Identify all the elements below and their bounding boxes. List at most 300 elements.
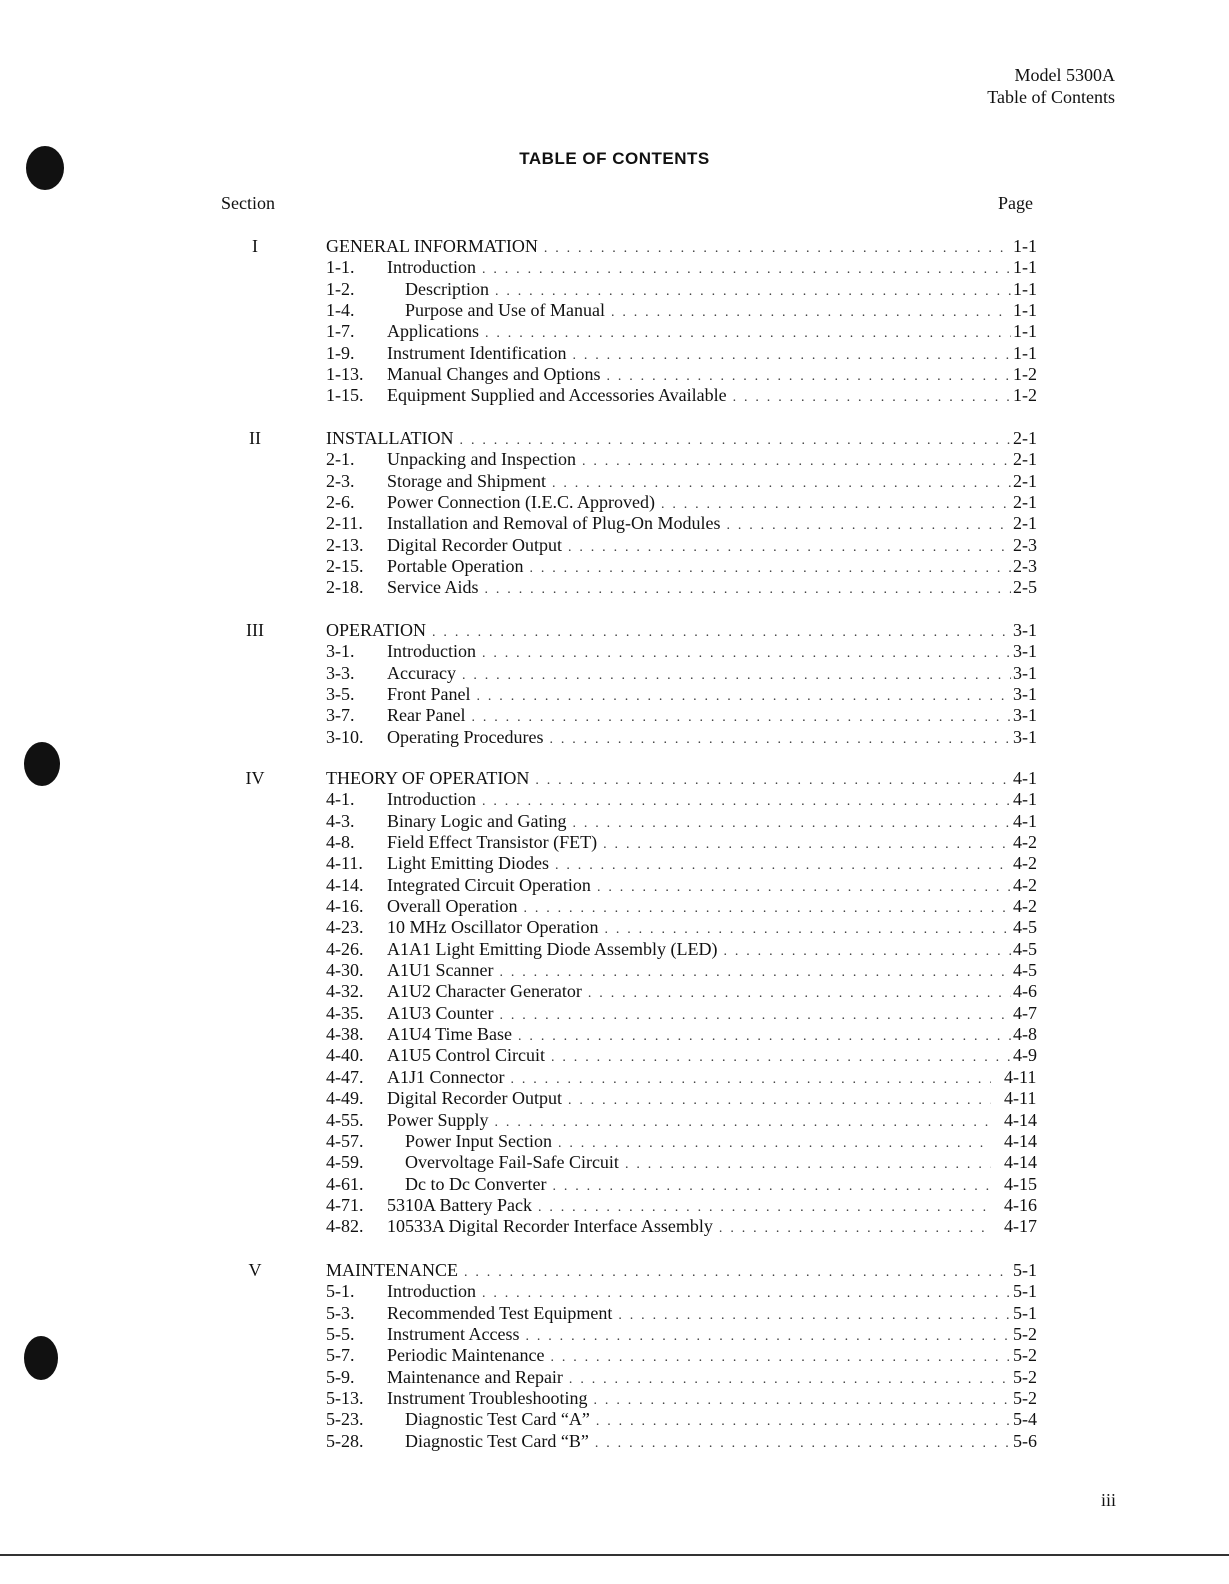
entry-page: 4-8: [1013, 1024, 1037, 1045]
entry-page: 5-6: [1013, 1430, 1037, 1451]
entry-page: 4-2: [1013, 874, 1037, 895]
entry-title-line: [405, 300, 1011, 323]
entry-page: 1-1: [1013, 321, 1037, 342]
dot-leader: [538, 1197, 991, 1218]
entry-number: 5-28.: [326, 1430, 364, 1451]
entry-title-line: [387, 875, 1011, 898]
entry-number: 4-1.: [326, 789, 355, 810]
toc-entry: [0, 492, 1229, 513]
entry-title: Digital Recorder Output: [387, 1088, 562, 1109]
entry-title-line: [387, 663, 1011, 686]
entry-number: 4-16.: [326, 896, 364, 917]
toc-entry: [0, 535, 1229, 556]
entry-title-line: [387, 789, 1011, 812]
entry-number: 2-15.: [326, 556, 364, 577]
toc-entry: [0, 789, 1229, 810]
dot-leader: [500, 1005, 1012, 1026]
entry-title-line: [387, 1367, 1011, 1390]
section-title: GENERAL INFORMATION: [326, 236, 538, 256]
dot-leader: [523, 898, 1011, 919]
toc-entry: [0, 385, 1229, 406]
entry-page: 5-4: [1013, 1409, 1037, 1430]
section-column-label: Section: [221, 193, 275, 213]
entry-title: Rear Panel: [387, 705, 466, 726]
entry-number: 5-1.: [326, 1281, 355, 1302]
dot-leader: [551, 1047, 1011, 1068]
entry-title: Introduction: [387, 1281, 476, 1302]
dot-leader: [661, 494, 1011, 515]
entry-page: 3-1: [1013, 662, 1037, 683]
toc-section-heading: [0, 236, 1229, 257]
toc-entry: [0, 471, 1229, 492]
entry-title: A1U2 Character Generator: [387, 981, 582, 1002]
entry-page: 2-3: [1013, 534, 1037, 555]
section-title-line: [326, 1260, 1011, 1283]
toc-entry: [0, 939, 1229, 960]
section-title-line: [326, 768, 1011, 791]
toc-entry: [0, 279, 1229, 300]
entry-page: 3-1: [1013, 705, 1037, 726]
entry-title-line: [387, 364, 1011, 387]
entry-title-line: [387, 385, 1011, 408]
entry-title-line: [387, 1324, 1011, 1347]
entry-title: A1U3 Counter: [387, 1002, 494, 1023]
entry-page: 3-1: [1013, 726, 1037, 747]
entry-page: 1-2: [1013, 364, 1037, 385]
entry-title: Maintenance and Repair: [387, 1366, 563, 1387]
entry-number: 2-18.: [326, 577, 364, 598]
toc-entry: [0, 1003, 1229, 1024]
entry-title: Instrument Identification: [387, 342, 567, 363]
entry-title: Equipment Supplied and Accessories Available: [387, 385, 727, 406]
toc-entry: [0, 1409, 1229, 1430]
entry-page: 1-1: [1013, 300, 1037, 321]
entry-title-line: [405, 279, 1011, 302]
entry-title: 10 MHz Oscillator Operation: [387, 917, 599, 938]
dot-leader: [495, 281, 1011, 302]
entry-page: 4-6: [1013, 981, 1037, 1002]
entry-number: 4-11.: [326, 853, 363, 874]
entry-page: 2-1: [1013, 513, 1037, 534]
entry-number: 4-32.: [326, 981, 364, 1002]
entry-title-line: [387, 257, 1011, 280]
entry-number: 4-30.: [326, 960, 364, 981]
entry-number: 5-7.: [326, 1345, 355, 1366]
entry-page: 4-11: [1004, 1066, 1037, 1087]
entry-page: 5-2: [1013, 1345, 1037, 1366]
entry-title: A1U1 Scanner: [387, 960, 494, 981]
entry-page: 4-14: [1004, 1152, 1037, 1173]
entry-page: 2-1: [1013, 449, 1037, 470]
entry-title: Introduction: [387, 789, 476, 810]
entry-number: 5-3.: [326, 1302, 355, 1323]
entry-page: 4-14: [1004, 1130, 1037, 1151]
entry-page: 4-1: [1013, 789, 1037, 810]
dot-leader: [597, 877, 1011, 898]
entry-page: 1-1: [1013, 342, 1037, 363]
entry-number: 5-23.: [326, 1409, 364, 1430]
toc-section-group: [0, 768, 1229, 1238]
entry-number: 2-1.: [326, 449, 355, 470]
entry-title: Description: [405, 278, 489, 299]
dot-leader: [525, 1326, 1011, 1347]
page-title: TABLE OF CONTENTS: [519, 149, 710, 168]
entry-number: 4-26.: [326, 938, 364, 959]
entry-title: Recommended Test Equipment: [387, 1302, 613, 1323]
entry-title-line: [405, 1409, 1011, 1432]
entry-title: Front Panel: [387, 684, 471, 705]
header-model: Model 5300A: [1014, 65, 1115, 85]
entry-title: Diagnostic Test Card “B”: [405, 1430, 589, 1451]
entry-page: 4-11: [1004, 1088, 1037, 1109]
entry-number: 3-10.: [326, 726, 364, 747]
dot-leader: [499, 962, 1011, 983]
dot-leader: [471, 707, 1011, 728]
section-title-line: [326, 620, 1011, 643]
entry-title: Instrument Troubleshooting: [387, 1388, 588, 1409]
dot-leader: [726, 515, 1011, 536]
entry-title-line: [387, 705, 1011, 728]
entry-number: 2-3.: [326, 470, 355, 491]
toc-entry: [0, 981, 1229, 1002]
entry-number: 1-2.: [326, 278, 355, 299]
entry-title: Power Supply: [387, 1109, 489, 1130]
entry-page: 5-1: [1013, 1281, 1037, 1302]
entry-number: 2-6.: [326, 492, 355, 513]
toc-entry: [0, 449, 1229, 470]
dot-leader: [552, 473, 1011, 494]
entry-title: Introduction: [387, 641, 476, 662]
entry-title-line: [387, 1195, 991, 1218]
dot-leader: [723, 941, 1011, 962]
entry-number: 4-47.: [326, 1066, 364, 1087]
dot-leader: [552, 1176, 991, 1197]
toc-entry: [0, 1067, 1229, 1088]
entry-page: 4-7: [1013, 1002, 1037, 1023]
toc-entry: [0, 1303, 1229, 1324]
section-numeral: II: [249, 428, 261, 448]
entry-title-line: [387, 684, 1011, 707]
entry-title-line: [387, 1281, 1011, 1304]
entry-title-line: [387, 1024, 1011, 1047]
entry-page: 3-1: [1013, 641, 1037, 662]
toc-entry: [0, 257, 1229, 278]
entry-number: 4-8.: [326, 832, 355, 853]
entry-title: Introduction: [387, 257, 476, 278]
toc-entry: [0, 1131, 1229, 1152]
entry-page: 3-1: [1013, 684, 1037, 705]
dot-leader: [595, 1433, 1011, 1454]
entry-page: 4-2: [1013, 896, 1037, 917]
dot-leader: [432, 622, 1011, 643]
entry-title-line: [387, 1088, 991, 1111]
dot-leader: [462, 665, 1011, 686]
dot-leader: [572, 345, 1011, 366]
dot-leader: [558, 1133, 991, 1154]
entry-number: 4-40.: [326, 1045, 364, 1066]
dot-leader: [518, 1026, 1011, 1047]
entry-number: 3-3.: [326, 662, 355, 683]
toc-section-group: [0, 428, 1229, 599]
toc-entry: [0, 513, 1229, 534]
entry-title-line: [405, 1152, 991, 1175]
entry-page: 4-5: [1013, 938, 1037, 959]
dot-leader: [625, 1154, 991, 1175]
dot-leader: [733, 387, 1011, 408]
toc-entry: [0, 1024, 1229, 1045]
toc-entry: [0, 300, 1229, 321]
entry-number: 3-7.: [326, 705, 355, 726]
entry-page: 4-2: [1013, 853, 1037, 874]
entry-title: Installation and Removal of Plug-On Modules: [387, 513, 721, 534]
entry-page: 1-2: [1013, 385, 1037, 406]
section-numeral: IV: [245, 768, 265, 788]
entry-title-line: [387, 1003, 1011, 1026]
entry-number: 1-7.: [326, 321, 355, 342]
dot-leader: [482, 259, 1011, 280]
entry-page: 2-3: [1013, 556, 1037, 577]
entry-number: 5-9.: [326, 1366, 355, 1387]
toc-entry: [0, 832, 1229, 853]
entry-number: 4-57.: [326, 1130, 364, 1151]
entry-number: 3-5.: [326, 684, 355, 705]
entry-title-line: [387, 939, 1011, 962]
toc-entry: [0, 1388, 1229, 1409]
entry-number: 4-71.: [326, 1194, 364, 1215]
entry-title: Applications: [387, 321, 479, 342]
entry-title: 5310A Battery Pack: [387, 1194, 532, 1215]
entry-title-line: [387, 556, 1011, 579]
entry-title-line: [387, 535, 1011, 558]
entry-number: 1-4.: [326, 300, 355, 321]
toc-entry: [0, 1216, 1229, 1237]
dot-leader: [482, 1283, 1011, 1304]
entry-title: Overall Operation: [387, 896, 518, 917]
entry-number: 2-13.: [326, 534, 364, 555]
entry-number: 4-82.: [326, 1216, 364, 1237]
toc-entry: [0, 875, 1229, 896]
dot-leader: [568, 1090, 991, 1111]
entry-page: 4-5: [1013, 960, 1037, 981]
toc-entry: [0, 364, 1229, 385]
entry-title: Portable Operation: [387, 556, 524, 577]
section-title: OPERATION: [326, 620, 427, 640]
entry-title-line: [387, 811, 1011, 834]
dot-leader: [611, 302, 1011, 323]
entry-title: Binary Logic and Gating: [387, 810, 567, 831]
entry-page: 5-2: [1013, 1388, 1037, 1409]
toc-entry: [0, 917, 1229, 938]
dot-leader: [582, 451, 1011, 472]
entry-page: 4-14: [1004, 1109, 1037, 1130]
section-page: 1-1: [1013, 236, 1037, 256]
toc-entry: [0, 705, 1229, 726]
entry-title-line: [387, 1110, 991, 1133]
entry-title: Instrument Access: [387, 1324, 520, 1345]
entry-page: 4-2: [1013, 832, 1037, 853]
dot-leader: [606, 366, 1011, 387]
section-numeral: I: [252, 236, 258, 256]
dot-leader: [549, 729, 1011, 750]
entry-title: Dc to Dc Converter: [405, 1173, 547, 1194]
entry-title: Field Effect Transistor (FET): [387, 832, 598, 853]
entry-title-line: [387, 641, 1011, 664]
toc-entry: [0, 1088, 1229, 1109]
entry-page: 5-2: [1013, 1324, 1037, 1345]
entry-title-line: [387, 1067, 991, 1090]
toc-entry: [0, 1045, 1229, 1066]
entry-title-line: [387, 853, 1011, 876]
entry-title-line: [405, 1131, 991, 1154]
dot-leader: [618, 1305, 1011, 1326]
entry-title-line: [387, 577, 1011, 600]
entry-number: 4-55.: [326, 1109, 364, 1130]
dot-leader: [510, 1069, 991, 1090]
entry-title-line: [387, 917, 1011, 940]
page-bottom-edge: [0, 1554, 1229, 1556]
toc-entry: [0, 556, 1229, 577]
dot-leader: [719, 1218, 991, 1239]
entry-number: 5-13.: [326, 1388, 364, 1409]
toc-section-group: [0, 620, 1229, 748]
entry-title-line: [387, 896, 1011, 919]
entry-title: Storage and Shipment: [387, 470, 546, 491]
entry-title-line: [405, 1431, 1011, 1454]
entry-number: 4-35.: [326, 1002, 364, 1023]
entry-number: 1-1.: [326, 257, 355, 278]
entry-title-line: [387, 1345, 1011, 1368]
entry-number: 4-38.: [326, 1024, 364, 1045]
entry-title: A1U5 Control Circuit: [387, 1045, 545, 1066]
entry-page: 1-1: [1013, 257, 1037, 278]
toc-entry: [0, 1367, 1229, 1388]
toc-entry: [0, 321, 1229, 342]
section-page: 5-1: [1013, 1260, 1037, 1280]
entry-title-line: [387, 492, 1011, 515]
dot-leader: [485, 323, 1011, 344]
page-header: [987, 64, 1115, 108]
dot-leader: [569, 1369, 1011, 1390]
dot-leader: [485, 579, 1012, 600]
dot-leader: [603, 834, 1011, 855]
entry-title: Light Emitting Diodes: [387, 853, 549, 874]
toc-entry: [0, 1281, 1229, 1302]
toc-entry: [0, 577, 1229, 598]
entry-page: 4-5: [1013, 917, 1037, 938]
entry-number: 4-61.: [326, 1173, 364, 1194]
dot-leader: [535, 770, 1011, 791]
toc-entry: [0, 1110, 1229, 1131]
toc-entry: [0, 663, 1229, 684]
entry-title: Accuracy: [387, 662, 456, 683]
section-title: INSTALLATION: [326, 428, 454, 448]
entry-page: 1-1: [1013, 278, 1037, 299]
entry-title-line: [387, 1045, 1011, 1068]
dot-leader: [482, 791, 1011, 812]
section-numeral: V: [248, 1260, 262, 1280]
entry-number: 5-5.: [326, 1324, 355, 1345]
entry-page: 4-9: [1013, 1045, 1037, 1066]
toc-entry: [0, 811, 1229, 832]
section-title-line: [326, 428, 1011, 451]
entry-number: 3-1.: [326, 641, 355, 662]
toc-entry: [0, 727, 1229, 748]
toc-entry: [0, 853, 1229, 874]
entry-title-line: [387, 343, 1011, 366]
entry-title-line: [387, 513, 1011, 536]
entry-page: 2-1: [1013, 492, 1037, 513]
toc-entry: [0, 1324, 1229, 1345]
dot-leader: [588, 983, 1011, 1004]
section-title: THEORY OF OPERATION: [326, 768, 530, 788]
entry-title: Diagnostic Test Card “A”: [405, 1409, 590, 1430]
entry-title: Unpacking and Inspection: [387, 449, 576, 470]
page-column-label: Page: [998, 193, 1033, 213]
entry-page: 5-2: [1013, 1366, 1037, 1387]
entry-title-line: [405, 1174, 991, 1197]
dot-leader: [529, 558, 1011, 579]
dot-leader: [604, 919, 1011, 940]
entry-title: 10533A Digital Recorder Interface Assembly: [387, 1216, 713, 1237]
toc-entry: [0, 684, 1229, 705]
entry-number: 1-15.: [326, 385, 364, 406]
entry-page: 5-1: [1013, 1302, 1037, 1323]
toc-section-heading: [0, 768, 1229, 789]
entry-page: 2-5: [1013, 577, 1037, 598]
toc-entry: [0, 960, 1229, 981]
page-number: iii: [1101, 1490, 1117, 1510]
section-page: 4-1: [1013, 768, 1037, 788]
entry-page: 2-1: [1013, 470, 1037, 491]
entry-number: 4-23.: [326, 917, 364, 938]
toc-entry: [0, 1345, 1229, 1366]
dot-leader: [495, 1112, 991, 1133]
entry-title: Periodic Maintenance: [387, 1345, 545, 1366]
entry-title-line: [387, 1216, 991, 1239]
entry-title-line: [387, 727, 1011, 750]
entry-title: A1A1 Light Emitting Diode Assembly (LED): [387, 938, 718, 959]
entry-title: Power Connection (I.E.C. Approved): [387, 492, 655, 513]
entry-title-line: [387, 832, 1011, 855]
toc-entry: [0, 896, 1229, 917]
entry-title: Digital Recorder Output: [387, 534, 562, 555]
dot-leader: [477, 686, 1012, 707]
dot-leader: [594, 1390, 1011, 1411]
entry-page: 4-15: [1004, 1173, 1037, 1194]
entry-title-line: [387, 981, 1011, 1004]
toc-section-group: [0, 236, 1229, 407]
section-title: MAINTENANCE: [326, 1260, 458, 1280]
dot-leader: [464, 1262, 1011, 1283]
entry-title: Overvoltage Fail-Safe Circuit: [405, 1152, 619, 1173]
entry-title: A1U4 Time Base: [387, 1024, 513, 1045]
entry-number: 2-11.: [326, 513, 363, 534]
toc-entry: [0, 641, 1229, 662]
dot-leader: [572, 813, 1011, 834]
entry-title-line: [387, 1388, 1011, 1411]
toc-entry: [0, 343, 1229, 364]
section-page: 3-1: [1013, 620, 1037, 640]
entry-page: 4-16: [1004, 1194, 1037, 1215]
entry-title-line: [387, 1303, 1011, 1326]
entry-number: 4-59.: [326, 1152, 364, 1173]
entry-page: 4-1: [1013, 810, 1037, 831]
dot-leader: [555, 855, 1011, 876]
entry-number: 4-14.: [326, 874, 364, 895]
entry-title-line: [387, 321, 1011, 344]
entry-title: Purpose and Use of Manual: [405, 300, 605, 321]
toc-entry: [0, 1195, 1229, 1216]
